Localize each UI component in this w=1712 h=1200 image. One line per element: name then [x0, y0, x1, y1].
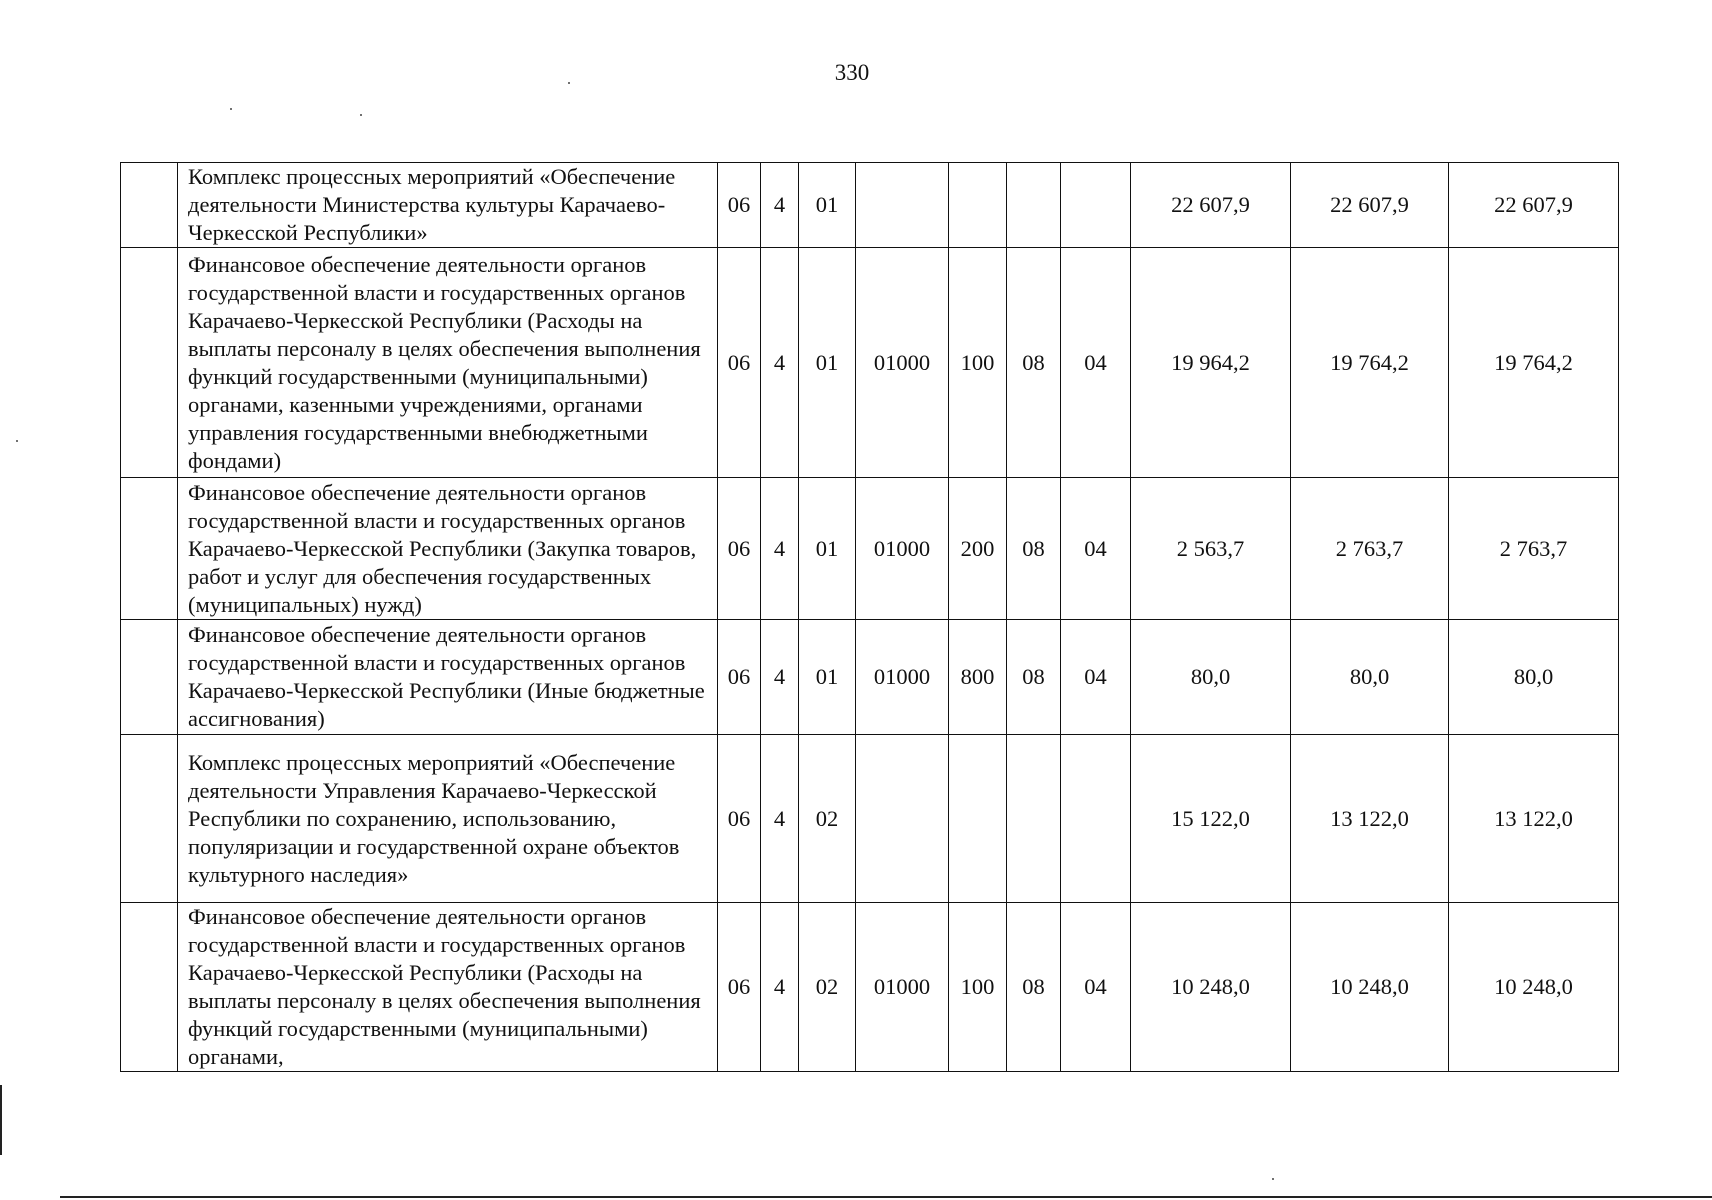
table-row	[121, 248, 1619, 478]
amount-cell: 80,0	[1449, 620, 1619, 735]
amount-cell: 13 122,0	[1291, 735, 1449, 903]
code-cell: 08	[1007, 478, 1061, 620]
code-cell: 04	[1061, 248, 1131, 478]
amount-cell: 19 964,2	[1131, 248, 1291, 478]
code-cell: 06	[718, 163, 761, 248]
table-row	[121, 620, 1619, 735]
amount-cell: 10 248,0	[1449, 903, 1619, 1072]
amount-cell: 2 563,7	[1131, 478, 1291, 620]
code-cell: 08	[1007, 620, 1061, 735]
code-cell: 02	[799, 735, 856, 903]
code-cell	[1007, 735, 1061, 903]
code-cell: 06	[718, 903, 761, 1072]
code-cell: 08	[1007, 248, 1061, 478]
amount-cell: 10 248,0	[1131, 903, 1291, 1072]
amount-cell: 2 763,7	[1291, 478, 1449, 620]
amount-cell: 22 607,9	[1291, 163, 1449, 248]
code-cell: 06	[718, 735, 761, 903]
code-cell: 01000	[856, 903, 949, 1072]
code-cell: 100	[949, 248, 1007, 478]
row-number-cell	[121, 620, 178, 735]
code-cell	[856, 735, 949, 903]
scan-speck	[360, 114, 362, 116]
code-cell: 01000	[856, 248, 949, 478]
code-cell	[1061, 735, 1131, 903]
amount-cell: 2 763,7	[1449, 478, 1619, 620]
amount-cell: 80,0	[1131, 620, 1291, 735]
scan-speck	[16, 440, 18, 442]
page-number: 330	[834, 60, 870, 85]
amount-cell: 80,0	[1291, 620, 1449, 735]
amount-cell: 19 764,2	[1291, 248, 1449, 478]
row-name-cell: Финансовое обеспечение деятельности органов государственной власти и государственных органов Карачаево-Черкесской Республики (Иные бюджетные ассигнования)	[178, 620, 718, 735]
table-row	[121, 478, 1619, 620]
row-number-cell	[121, 248, 178, 478]
code-cell	[1061, 163, 1131, 248]
table-row	[121, 735, 1619, 903]
code-cell: 08	[1007, 903, 1061, 1072]
code-cell	[949, 163, 1007, 248]
row-number-cell	[121, 903, 178, 1072]
table-row	[121, 903, 1619, 1072]
code-cell: 01	[799, 620, 856, 735]
row-name-cell: Финансовое обеспечение деятельности органов государственной власти и государственных органов Карачаево-Черкесской Республики (Закупка товаров, работ и услуг для обеспечения государственных (муниципальных) нужд)	[178, 478, 718, 620]
row-number-cell	[121, 478, 178, 620]
amount-cell: 15 122,0	[1131, 735, 1291, 903]
row-name-cell: Комплекс процессных мероприятий «Обеспечение деятельности Министерства культуры Карачаево-Черкесской Республики»	[178, 163, 718, 248]
code-cell: 06	[718, 478, 761, 620]
page-bottom-rule	[60, 1196, 1712, 1198]
code-cell: 04	[1061, 478, 1131, 620]
code-cell: 4	[761, 248, 799, 478]
code-cell: 01000	[856, 620, 949, 735]
scan-speck	[568, 82, 570, 84]
scan-speck	[1272, 1178, 1274, 1180]
code-cell	[856, 163, 949, 248]
amount-cell: 22 607,9	[1131, 163, 1291, 248]
row-number-cell	[121, 163, 178, 248]
code-cell: 02	[799, 903, 856, 1072]
code-cell: 06	[718, 248, 761, 478]
code-cell: 01	[799, 478, 856, 620]
code-cell	[949, 735, 1007, 903]
row-number-cell	[121, 735, 178, 903]
code-cell: 4	[761, 163, 799, 248]
amount-cell: 13 122,0	[1449, 735, 1619, 903]
code-cell	[1007, 163, 1061, 248]
code-cell: 01	[799, 248, 856, 478]
code-cell: 100	[949, 903, 1007, 1072]
scan-speck	[230, 108, 232, 110]
amount-cell: 10 248,0	[1291, 903, 1449, 1072]
code-cell: 06	[718, 620, 761, 735]
code-cell: 01000	[856, 478, 949, 620]
amount-cell: 22 607,9	[1449, 163, 1619, 248]
code-cell: 04	[1061, 903, 1131, 1072]
code-cell: 04	[1061, 620, 1131, 735]
table-row	[121, 163, 1619, 248]
code-cell: 200	[949, 478, 1007, 620]
row-name-cell: Финансовое обеспечение деятельности органов государственной власти и государственных органов Карачаево-Черкесской Республики (Расходы на выплаты персоналу в целях обеспечения выполнения функций государственными (муниципальными) органами, казенными учреждениями, органами управления государственными внебюджетными фондами)	[178, 248, 718, 478]
amount-cell: 19 764,2	[1449, 248, 1619, 478]
row-name-cell: Комплекс процессных мероприятий «Обеспечение деятельности Управления Карачаево-Черкесской Республики по сохранению, использованию, популяризации и государственной охране объектов культурного наследия»	[178, 735, 718, 903]
code-cell: 4	[761, 478, 799, 620]
code-cell: 4	[761, 735, 799, 903]
budget-table	[120, 162, 1619, 1072]
code-cell: 4	[761, 903, 799, 1072]
code-cell: 800	[949, 620, 1007, 735]
scan-edge-mark	[0, 1085, 2, 1155]
row-name-cell: Финансовое обеспечение деятельности органов государственной власти и государственных органов Карачаево-Черкесской Республики (Расходы на выплаты персоналу в целях обеспечения выполнения функций государственными (муниципальными) органами,	[178, 903, 718, 1072]
code-cell: 01	[799, 163, 856, 248]
code-cell: 4	[761, 620, 799, 735]
